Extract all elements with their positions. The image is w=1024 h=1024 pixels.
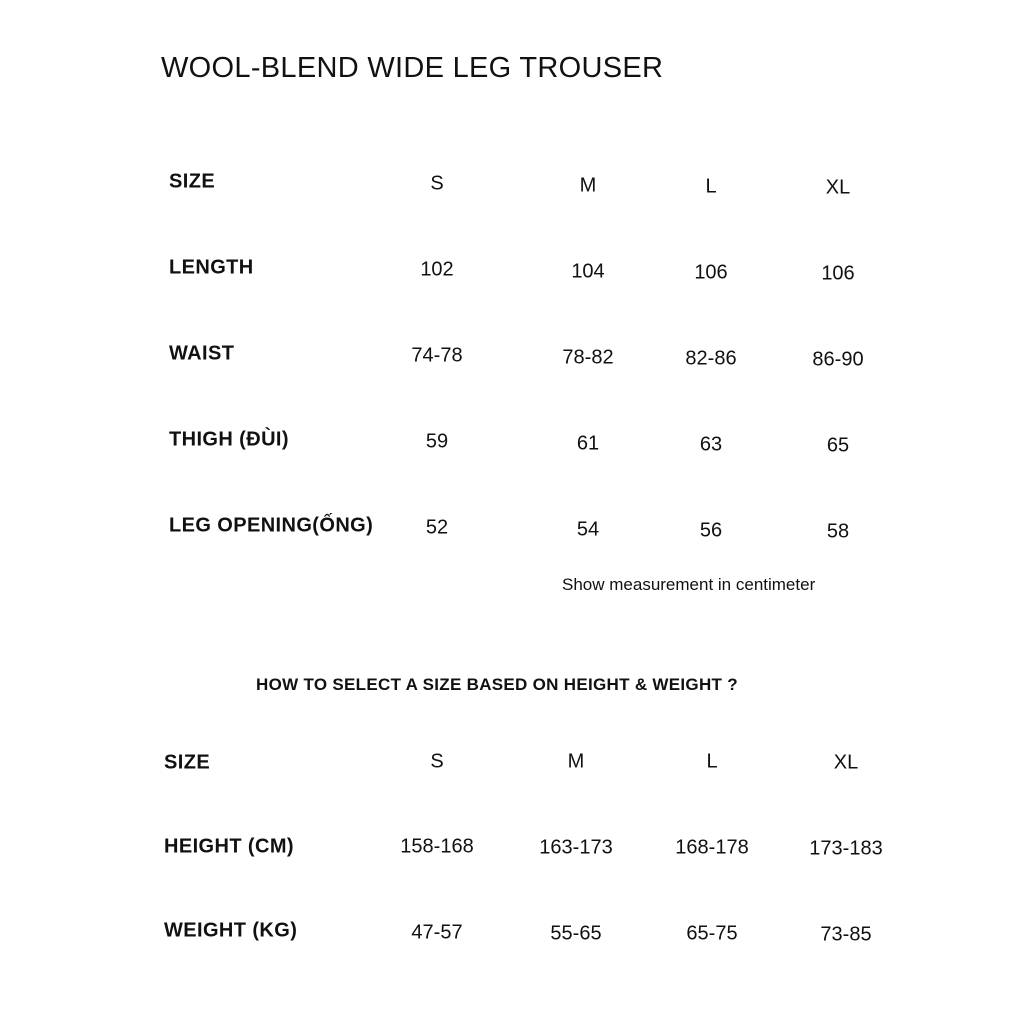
cell-value: 82-86 [685, 347, 737, 370]
cell-value: XL [825, 176, 851, 199]
cell-value: 56 [699, 519, 723, 542]
cell-value: XL [833, 751, 859, 774]
cell-value: 55-65 [550, 922, 602, 945]
measurement-note: Show measurement in centimeter [562, 575, 816, 594]
cell-value: S [430, 172, 444, 195]
cell-value: 104 [571, 260, 605, 283]
row-label: WAIST [169, 342, 235, 365]
cell-value: 86-90 [812, 348, 864, 371]
page-title: WOOL-BLEND WIDE LEG TROUSER [161, 52, 664, 84]
row-label: SIZE [169, 170, 216, 193]
cell-value: 73-85 [820, 923, 872, 946]
size-guide-heading: HOW TO SELECT A SIZE BASED ON HEIGHT & WEIGHT ? [256, 675, 738, 694]
cell-value: 54 [576, 518, 600, 541]
cell-value: L [705, 175, 717, 198]
cell-value: 74-78 [411, 344, 463, 367]
row-label: LENGTH [169, 256, 254, 279]
cell-value: 58 [826, 520, 850, 543]
cell-value: 47-57 [411, 921, 463, 944]
row-label: THIGH (ĐÙI) [169, 428, 289, 451]
cell-value: S [430, 750, 444, 773]
cell-value: 52 [425, 516, 449, 539]
cell-value: 78-82 [562, 346, 614, 369]
cell-value: 173-183 [809, 837, 883, 860]
row-label: SIZE [164, 751, 211, 774]
cell-value: L [706, 750, 718, 773]
cell-value: 106 [694, 261, 728, 284]
cell-value: 102 [420, 258, 454, 281]
cell-value: 59 [425, 430, 449, 453]
cell-value: M [579, 174, 597, 197]
cell-value: 106 [821, 262, 855, 285]
cell-value: M [567, 750, 585, 773]
cell-value: 63 [699, 433, 723, 456]
cell-value: 158-168 [400, 835, 474, 858]
cell-value: 163-173 [539, 836, 613, 859]
cell-value: 61 [576, 432, 600, 455]
cell-value: 65-75 [686, 922, 738, 945]
cell-value: 65 [826, 434, 850, 457]
row-label: WEIGHT (KG) [164, 919, 298, 942]
cell-value: 168-178 [675, 836, 749, 859]
row-label: HEIGHT (CM) [164, 835, 294, 858]
row-label: LEG OPENING(ỐNG) [169, 514, 374, 537]
